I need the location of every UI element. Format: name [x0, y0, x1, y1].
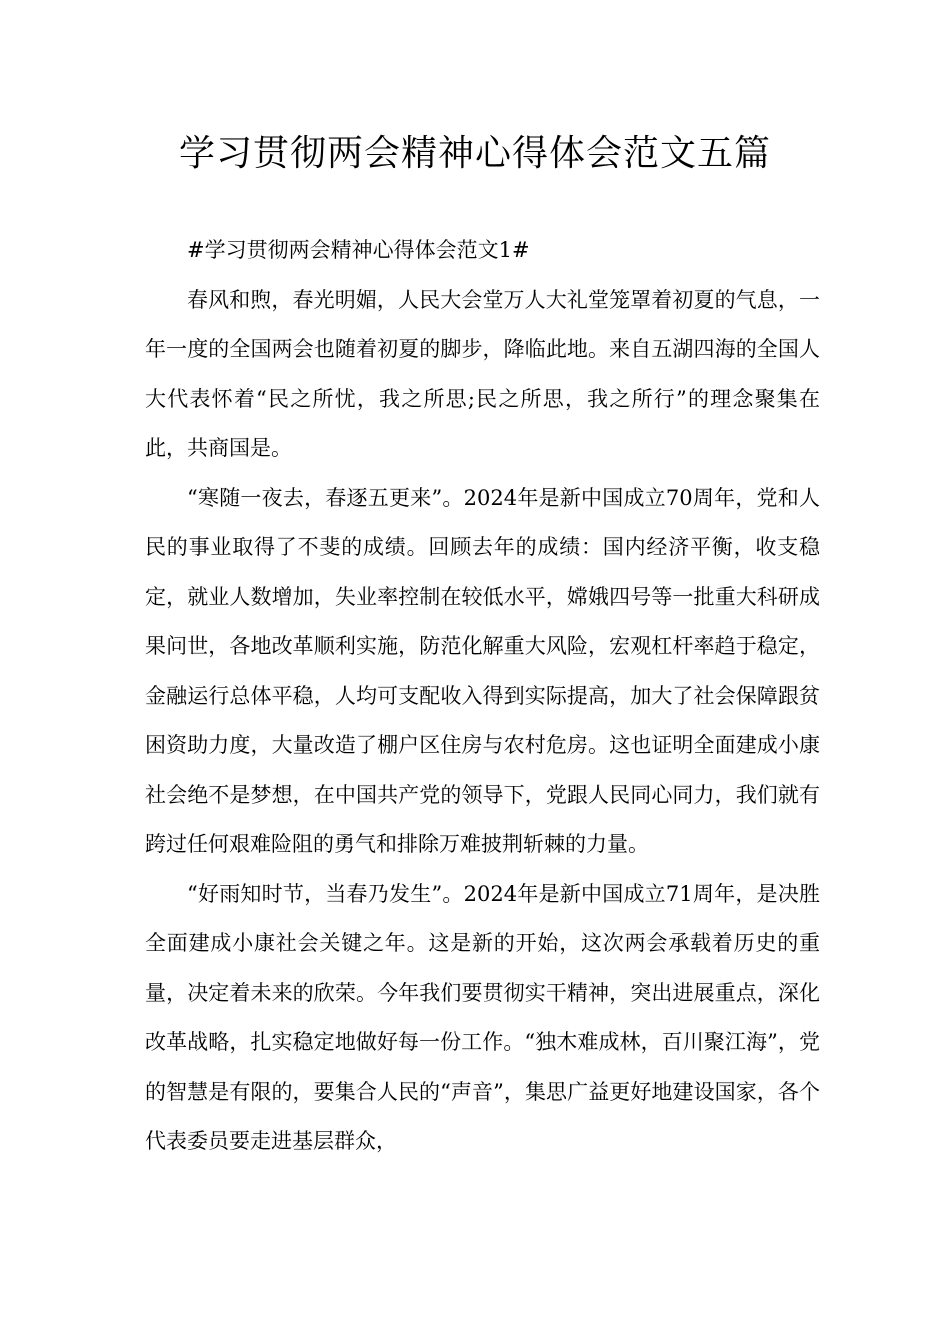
paragraph: 春风和煦，春光明媚，人民大会堂万人大礼堂笼罩着初夏的气息，一年一度的全国两会也随着初夏的脚步，降临此地。来自五湖四海的全国人大代表怀着“民之所忧，我之所思;民之所思，我之所行”的理念聚集在此，共商国是。 [145, 287, 820, 460]
document-body [145, 226, 820, 1167]
section-heading: #学习贯彻两会精神心得体会范文1# [187, 238, 530, 262]
paragraph: “寒随一夜去，春逐五更来”。2024年是新中国成立70周年，党和人民的事业取得了不斐的成绩。回顾去年的成绩：国内经济平衡，收支稳定，就业人数增加，失业率控制在较低水平，嫦娥四号等一批重大科研成果问世，各地改革顺利实施，防范化解重大风险，宏观杠杆率趋于稳定，金融运行总体平稳，人均可支配收入得到实际提高，加大了社会保障跟贫困资助力度，大量改造了棚户区住房与农村危房。这也证明全面建成小康社会绝不是梦想，在中国共产党的领导下，党跟人民同心同力，我们就有跨过任何艰难险阻的勇气和排除万难披荆斩棘的力量。 [145, 485, 820, 856]
paragraph: “好雨知时节，当春乃发生”。2024年是新中国成立71周年，是决胜全面建成小康社会关键之年。这是新的开始，这次两会承载着历史的重量，决定着未来的欣荣。今年我们要贯彻实干精神，突出进展重点，深化改革战略，扎实稳定地做好每一份工作。“独木难成林，百川聚江海”，党的智慧是有限的，要集合人民的“声音”，集思广益更好地建设国家，各个代表委员要走进基层群众， [145, 881, 820, 1153]
document-title: 学习贯彻两会精神心得体会范文五篇 [178, 133, 771, 174]
